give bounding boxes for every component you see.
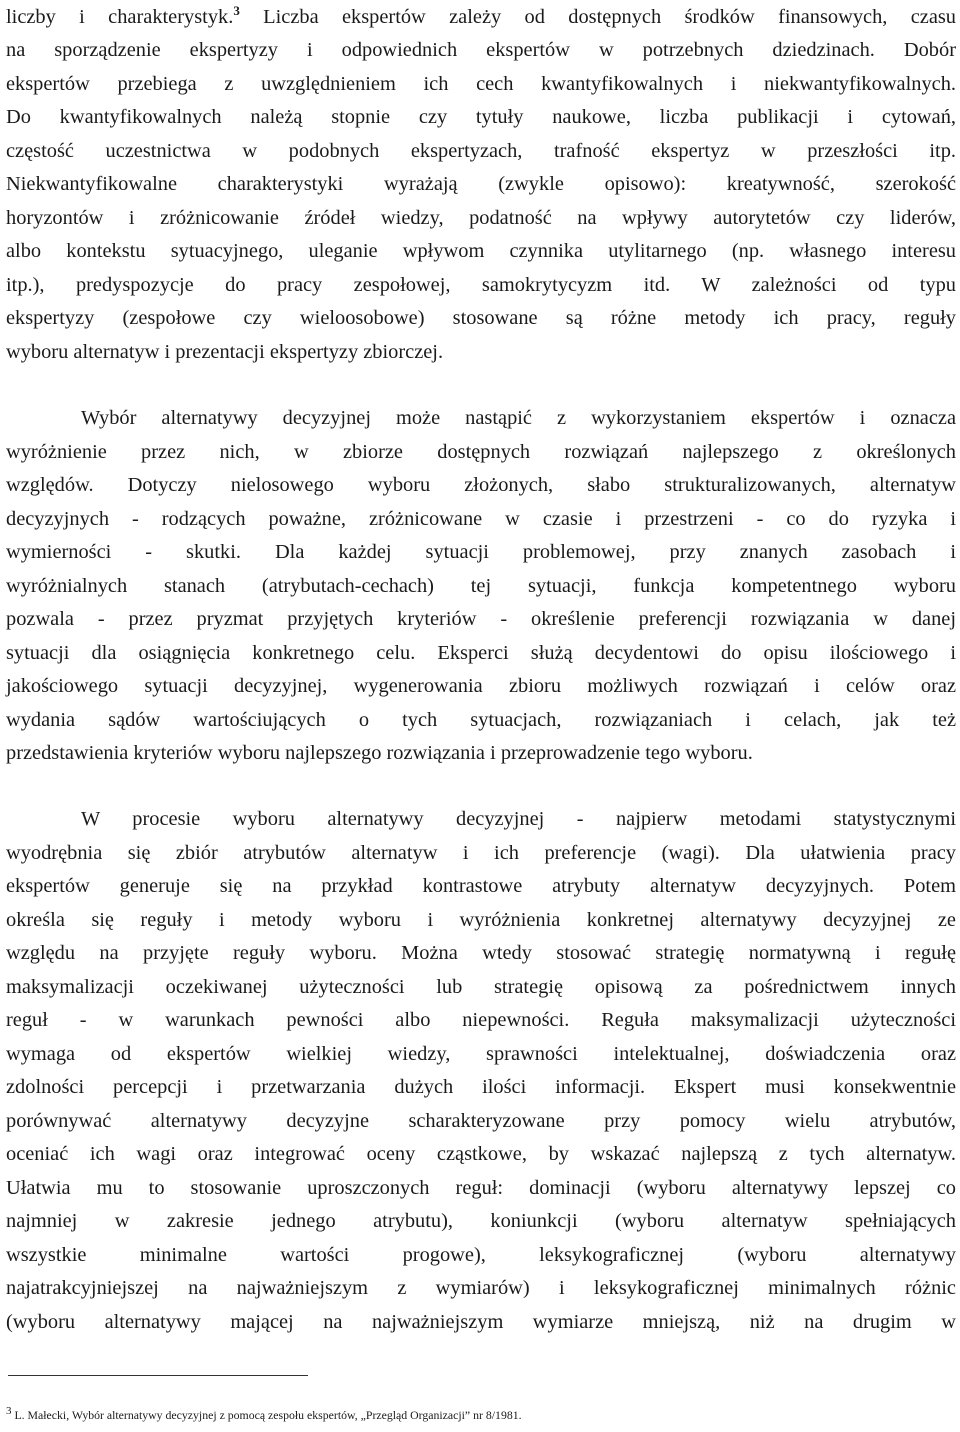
- paragraph-3-line-16: (wyboru alternatywy mającej na najważniejszym wymiarze mniejszą, niż na drugim w: [6, 1311, 956, 1333]
- paragraph-1-line-3: ekspertów przebiega z uwzględnieniem ich cech kwantyfikowalnych i niekwantyfikowalnych.: [6, 73, 956, 95]
- paragraph-3-line-8: wymaga od ekspertów wielkiej wiedzy, sprawności intelektualnej, doświadczenia oraz: [6, 1043, 956, 1065]
- text-span: Liczba ekspertów zależy od dostępnych środków finansowych, czasu: [239, 6, 956, 28]
- footnote-reference[interactable]: 3: [233, 3, 240, 19]
- paragraph-2-line-4: decyzyjnych - rodzących poważne, zróżnicowane w czasie i przestrzeni - co do ryzyka i: [6, 508, 956, 530]
- paragraph-2-line-6: wyróżnialnych stanach (atrybutach-cechach) tej sytuacji, funkcja kompetentnego wyboru: [6, 575, 956, 597]
- paragraph-2-line-1: Wybór alternatywy decyzyjnej może nastąpić z wykorzystaniem ekspertów i oznacza: [81, 407, 956, 429]
- paragraph-1-line-6: Niekwantyfikowalne charakterystyki wyrażają (zwykle opisowo): kreatywność, szerokość: [6, 173, 956, 195]
- paragraph-2-line-8: sytuacji dla osiągnięcia konkretnego celu. Eksperci służą decydentowi do opisu ilościowego i: [6, 642, 956, 664]
- paragraph-2-line-5: wymierności - skutki. Dla każdej sytuacji problemowej, przy znanych zasobach i: [6, 541, 956, 563]
- paragraph-1-line-5: częstość uczestnictwa w podobnych ekspertyzach, trafność ekspertyz w przeszłości itp.: [6, 140, 956, 162]
- paragraph-1-line-2: na sporządzenie ekspertyzy i odpowiednich ekspertów w potrzebnych dziedzinach. Dobór: [6, 39, 956, 61]
- paragraph-3-line-6: maksymalizacji oczekiwanej użyteczności lub strategię opisową za pośrednictwem innych: [6, 976, 956, 998]
- paragraph-2-line-2: wyróżnienie przez nich, w zbiorze dostępnych rozwiązań najlepszego z określonych: [6, 441, 956, 463]
- paragraph-3-line-15: najatrakcyjniejszej na najważniejszym z wymiarów) i leksykograficznej minimalnych różnic: [6, 1277, 956, 1299]
- paragraph-2-line-11: przedstawienia kryteriów wyboru najlepszego rozwiązania i przeprowadzenie tego wyboru.: [6, 742, 753, 764]
- paragraph-1-line-8: albo kontekstu sytuacyjnego, uleganie wpływom czynnika utylitarnego (np. własnego interesu: [6, 240, 956, 262]
- footnote-separator: [8, 1375, 308, 1376]
- paragraph-3-line-4: określa się reguły i metody wyboru i wyróżnienia konkretnej alternatywy decyzyjnej ze: [6, 909, 956, 931]
- paragraph-3-line-14: wszystkie minimalne wartości progowe), leksykograficznej (wyboru alternatywy: [6, 1244, 956, 1266]
- paragraph-3-line-1: W procesie wyboru alternatywy decyzyjnej - najpierw metodami statystycznymi: [81, 808, 956, 830]
- paragraph-3-line-3: ekspertów generuje się na przykład kontrastowe atrybuty alternatyw decyzyjnych. Potem: [6, 875, 956, 897]
- paragraph-3-line-11: oceniać ich wagi oraz integrować oceny cząstkowe, by wskazać najlepszą z tych alternatyw.: [6, 1143, 956, 1165]
- footnote-text: L. Małecki, Wybór alternatywy decyzyjnej z pomocą zespołu ekspertów, „Przegląd Organizacji” nr 8/1981.: [11, 1408, 522, 1422]
- paragraph-3-line-13: najmniej w zakresie jednego atrybutu), koniunkcji (wyboru alternatyw spełniających: [6, 1210, 956, 1232]
- paragraph-2-line-9: jakościowego sytuacji decyzyjnej, wygenerowania zbioru możliwych rozwiązań i celów oraz: [6, 675, 956, 697]
- paragraph-2-line-10: wydania sądów wartościujących o tych sytuacjach, rozwiązaniach i celach, jak też: [6, 709, 956, 731]
- paragraph-3-line-2: wyodrębnia się zbiór atrybutów alternatyw i ich preferencje (wagi). Dla ułatwienia pracy: [6, 842, 956, 864]
- paragraph-3-line-10: porównywać alternatywy decyzyjne scharakteryzowane przy pomocy wielu atrybutów,: [6, 1110, 956, 1132]
- paragraph-3-line-5: względu na przyjęte reguły wyboru. Można wtedy stosować strategię normatywną i regułę: [6, 942, 956, 964]
- footnote: [6, 1400, 956, 1430]
- paragraph-3-line-7: reguł - w warunkach pewności albo niepewności. Reguła maksymalizacji użyteczności: [6, 1009, 956, 1031]
- footnote-marker: 3: [6, 1405, 12, 1418]
- paragraph-1-line-4: Do kwantyfikowalnych należą stopnie czy tytuły naukowe, liczba publikacji i cytowań,: [6, 106, 956, 128]
- paragraph-1-line-1: [6, 1, 956, 34]
- paragraph-1-line-11: wyboru alternatyw i prezentacji ekspertyzy zbiorczej.: [6, 341, 444, 363]
- paragraph-1-line-7: horyzontów i zróżnicowanie źródeł wiedzy, podatność na wpływy autorytetów czy liderów,: [6, 207, 956, 229]
- paragraph-3-line-12: Ułatwia mu to stosowanie uproszczonych reguł: dominacji (wyboru alternatywy lepszej co: [6, 1177, 956, 1199]
- paragraph-1-line-10: ekspertyzy (zespołowe czy wieloosobowe) stosowane są różne metody ich pracy, reguły: [6, 307, 956, 329]
- paragraph-2-line-7: pozwala - przez pryzmat przyjętych kryteriów - określenie preferencji rozwiązania w danej: [6, 608, 956, 630]
- paragraph-1-line-9: itp.), predyspozycje do pracy zespołowej, samokrytycyzm itd. W zależności od typu: [6, 274, 956, 296]
- text-span: liczby i charakterystyk.: [6, 6, 234, 28]
- paragraph-3-line-9: zdolności percepcji i przetwarzania dużych ilości informacji. Ekspert musi konsekwentnie: [6, 1076, 956, 1098]
- paragraph-2-line-3: względów. Dotyczy nielosowego wyboru złożonych, słabo strukturalizowanych, alternatyw: [6, 474, 956, 496]
